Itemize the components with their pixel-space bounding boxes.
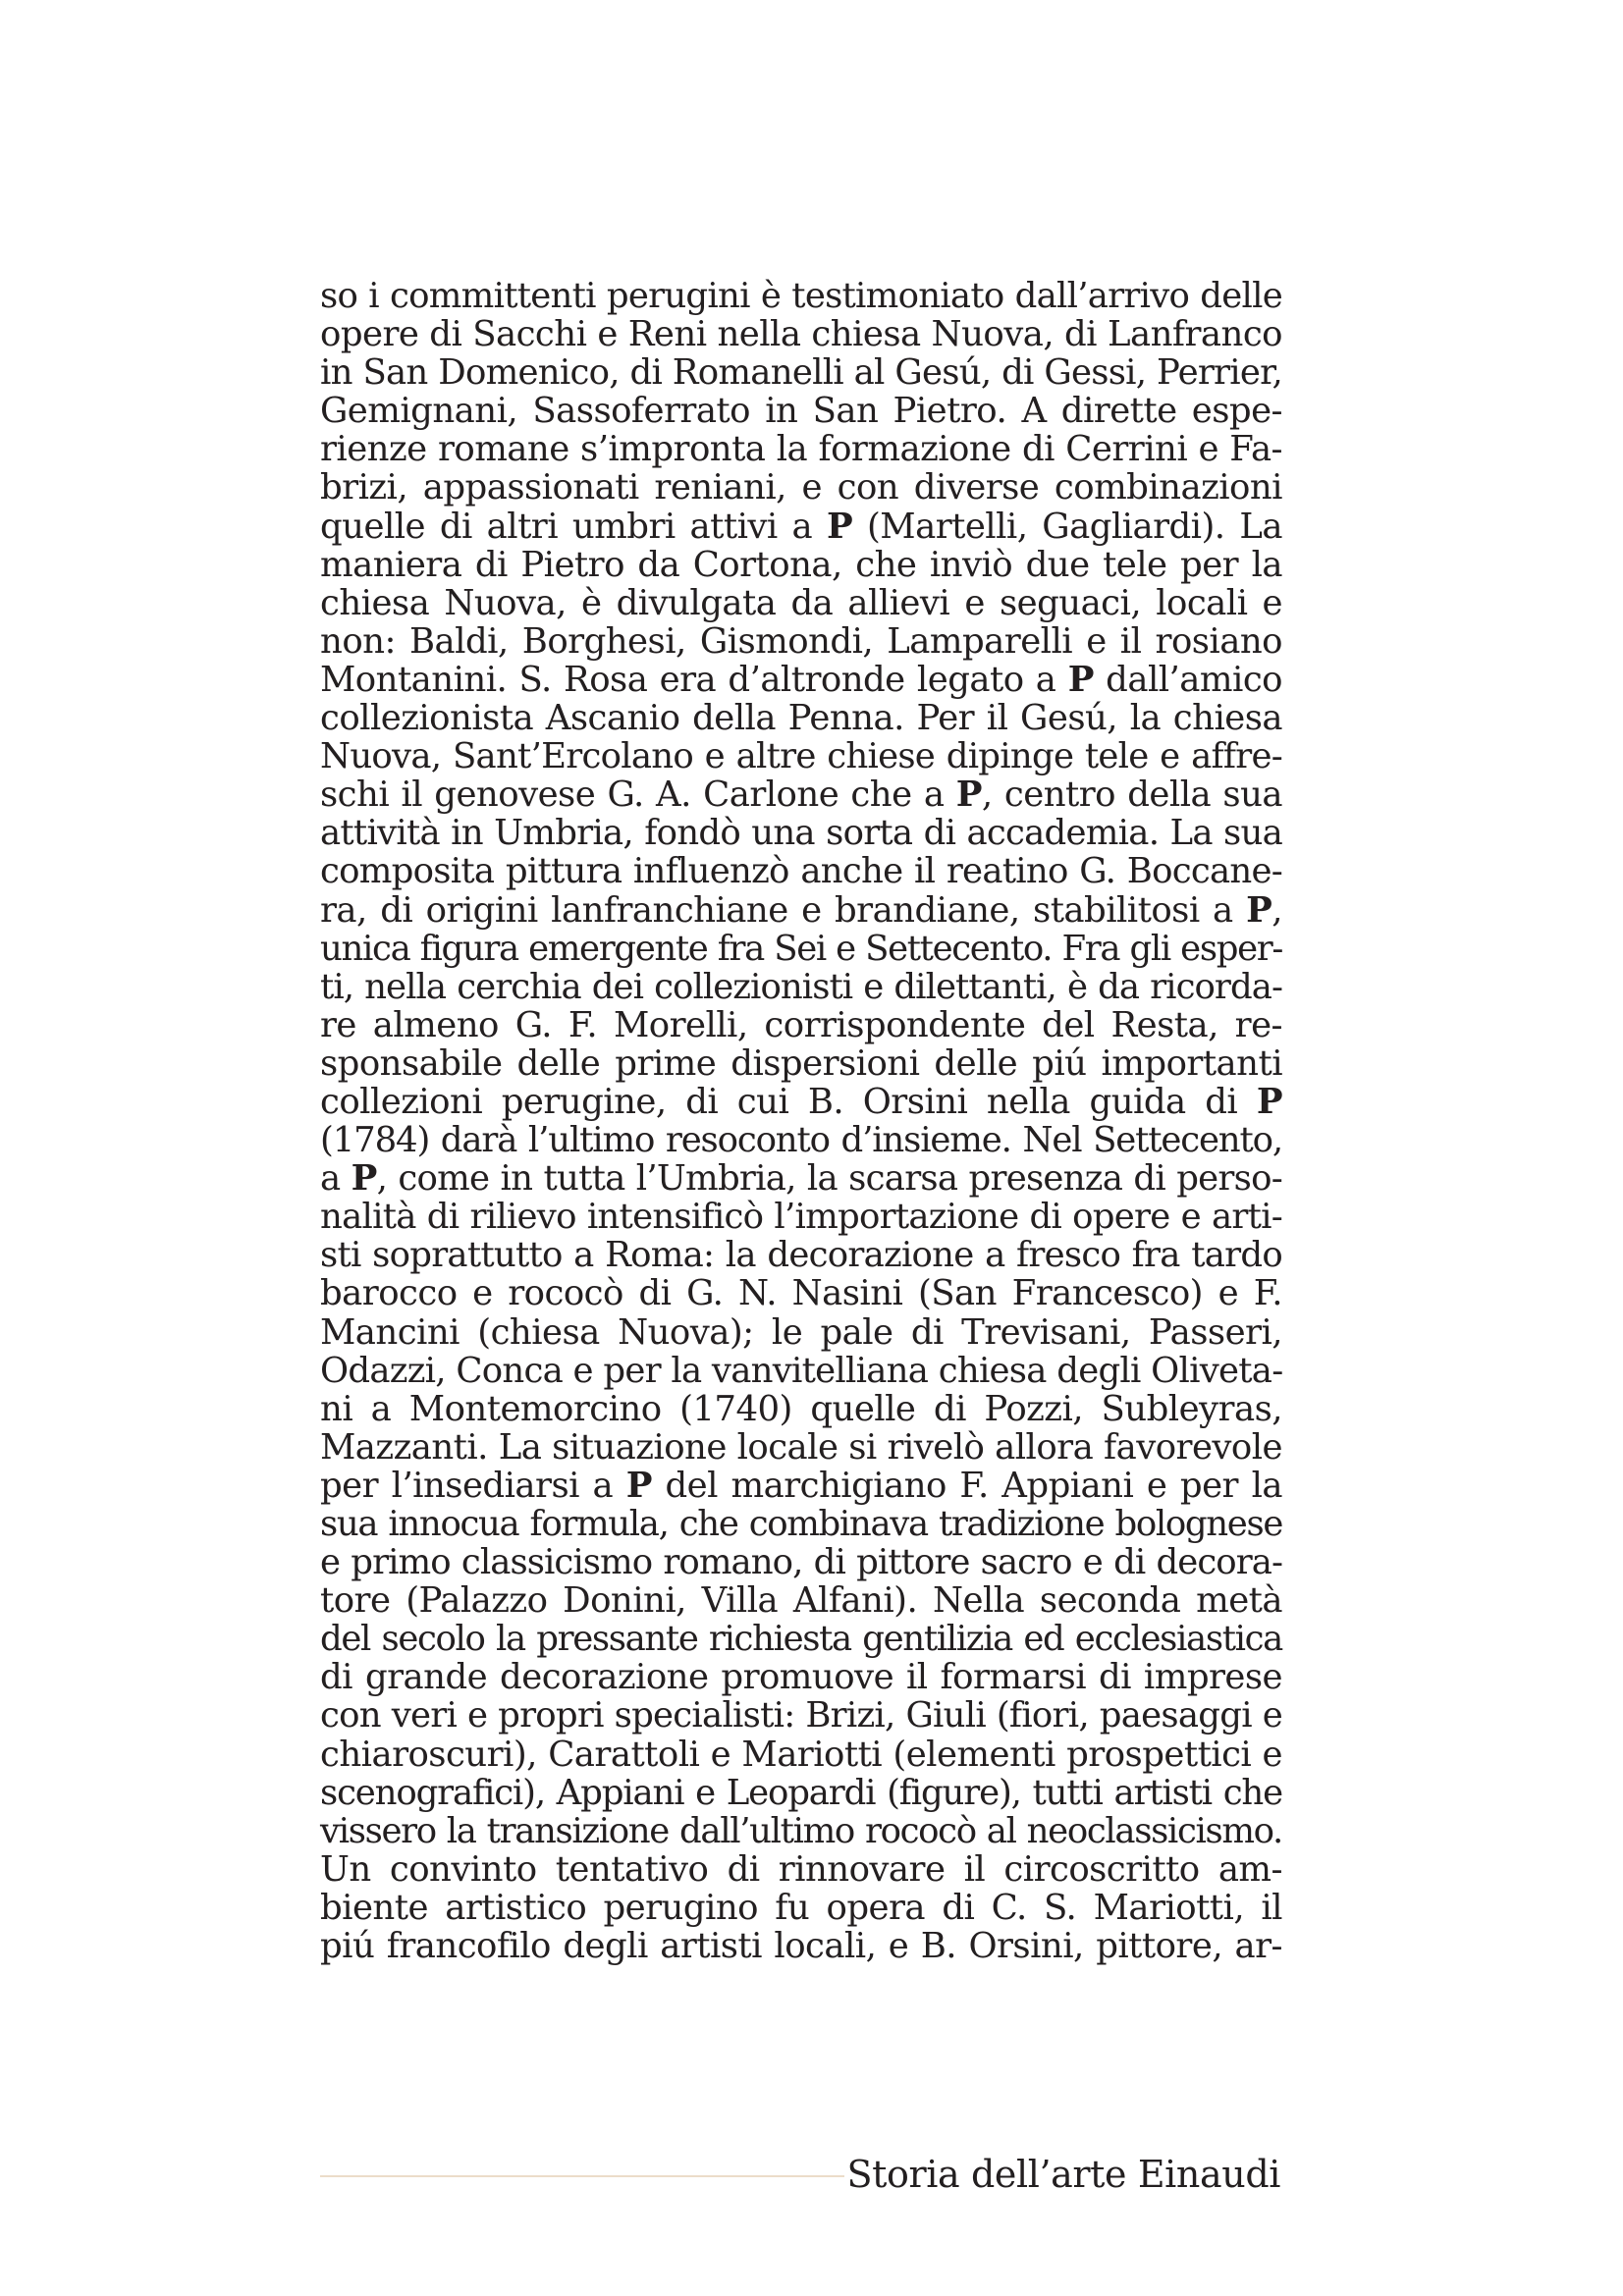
text-line: chiesa Nuova, è divulgata da allievi e seguaci, locali e	[320, 582, 1282, 623]
bold-abbreviation: P	[351, 1158, 377, 1200]
text-line: re almeno G. F. Morelli, corrispondente del Resta, re-	[320, 1004, 1282, 1045]
text-line: Odazzi, Conca e per la vanvitelliana chiesa degli Oliveta-	[320, 1350, 1283, 1391]
text-line: per l’insediarsi a P del marchigiano F. Appiani e per la	[320, 1465, 1282, 1506]
text-line: scenografici), Appiani e Leopardi (figure), tutti artisti che	[320, 1772, 1282, 1813]
body-text	[320, 277, 1282, 1965]
text-line: attività in Umbria, fondò una sorta di accademia. La sua	[320, 813, 1282, 854]
text-line: biente artistico perugino fu opera di C. S. Mariotti, il	[320, 1887, 1282, 1928]
text-line: Mazzanti. La situazione locale si rivelò allora favorevole	[320, 1426, 1282, 1468]
footer-rule	[320, 2175, 844, 2177]
page-footer	[320, 2152, 1282, 2201]
text-line: in San Domenico, di Romanelli al Gesú, di Gessi, Perrier,	[320, 352, 1282, 394]
text-line: Mancini (chiesa Nuova); le pale di Trevisani, Passeri,	[320, 1311, 1282, 1353]
text-line: collezioni perugine, di cui B. Orsini nella guida di P	[320, 1081, 1282, 1122]
text-line: tore (Palazzo Donini, Villa Alfani). Nella seconda metà	[320, 1580, 1282, 1622]
text-line: unica figura emergente fra Sei e Settecento. Fra gli esper-	[320, 928, 1282, 969]
text-line: non: Baldi, Borghesi, Gismondi, Lamparelli e il rosiano	[320, 620, 1282, 662]
text-line: vissero la transizione dall’ultimo rococò al neoclassicismo.	[320, 1810, 1282, 1851]
text-line: piú francofilo degli artisti locali, e B. Orsini, pittore, ar-	[320, 1926, 1282, 1967]
text-line: nalità di rilievo intensificò l’importazione di opere e arti-	[320, 1197, 1282, 1238]
text-line: opere di Sacchi e Reni nella chiesa Nuova, di Lanfranco	[320, 314, 1282, 355]
text-line: ni a Montemorcino (1740) quelle di Pozzi, Subleyras,	[320, 1388, 1282, 1429]
text-line: a P, come in tutta l’Umbria, la scarsa presenza di perso-	[320, 1158, 1282, 1200]
bold-abbreviation: P	[1246, 889, 1272, 931]
text-line: barocco e rococò di G. N. Nasini (San Francesco) e F.	[320, 1273, 1282, 1314]
text-line: Un convinto tentativo di rinnovare il circoscritto am-	[320, 1848, 1282, 1890]
text-line: maniera di Pietro da Cortona, che inviò due tele per la	[320, 544, 1282, 585]
text-line: ra, di origini lanfranchiane e brandiane, stabilitosi a P,	[320, 889, 1282, 931]
text-line: sua innocua formula, che combinava tradizione bolognese	[320, 1504, 1282, 1544]
text-line: con veri e propri specialisti: Brizi, Giuli (fiori, paesaggi e	[320, 1695, 1282, 1736]
text-line: quelle di altri umbri attivi a P (Martelli, Gagliardi). La	[320, 506, 1282, 547]
text-line: ti, nella cerchia dei collezionisti e dilettanti, è da ricorda-	[320, 966, 1282, 1007]
bold-abbreviation: P	[1256, 1081, 1282, 1122]
text-line: composita pittura influenzò anche il reatino G. Boccane-	[320, 851, 1282, 892]
text-line: chiaroscuri), Carattoli e Mariotti (elementi prospettici e	[320, 1734, 1282, 1775]
bold-abbreviation: P	[955, 774, 982, 816]
text-line: e primo classicismo romano, di pittore sacro e di decora-	[320, 1542, 1282, 1583]
text-line: Gemignani, Sassoferrato in San Pietro. A dirette espe-	[320, 391, 1282, 432]
text-line: sponsabile delle prime dispersioni delle piú importanti	[320, 1042, 1282, 1084]
bold-abbreviation: P	[1067, 659, 1094, 700]
bold-abbreviation: P	[826, 506, 853, 547]
text-line: sti soprattutto a Roma: la decorazione a fresco fra tardo	[320, 1235, 1282, 1276]
text-line: Nuova, Sant’Ercolano e altre chiese dipinge tele e affre-	[320, 736, 1282, 777]
bold-abbreviation: P	[625, 1465, 652, 1506]
footer-title: Storia dell’arte Einaudi	[846, 2153, 1280, 2196]
text-line: di grande decorazione promuove il formarsi di imprese	[320, 1657, 1282, 1698]
text-line: so i committenti perugini è testimoniato dall’arrivo delle	[320, 276, 1282, 316]
text-line: collezionista Ascanio della Penna. Per il Gesú, la chiesa	[320, 698, 1282, 739]
text-line: brizi, appassionati reniani, e con diverse combinazioni	[320, 467, 1282, 508]
text-line: Montanini. S. Rosa era d’altronde legato a P dall’amico	[320, 659, 1282, 700]
text-line: schi il genovese G. A. Carlone che a P, centro della sua	[320, 774, 1282, 816]
text-line: (1784) darà l’ultimo resoconto d’insieme. Nel Settecento,	[320, 1120, 1282, 1161]
text-line: del secolo la pressante richiesta gentilizia ed ecclesiastica	[320, 1619, 1282, 1660]
text-line: rienze romane s’impronta la formazione di Cerrini e Fa-	[320, 429, 1282, 470]
